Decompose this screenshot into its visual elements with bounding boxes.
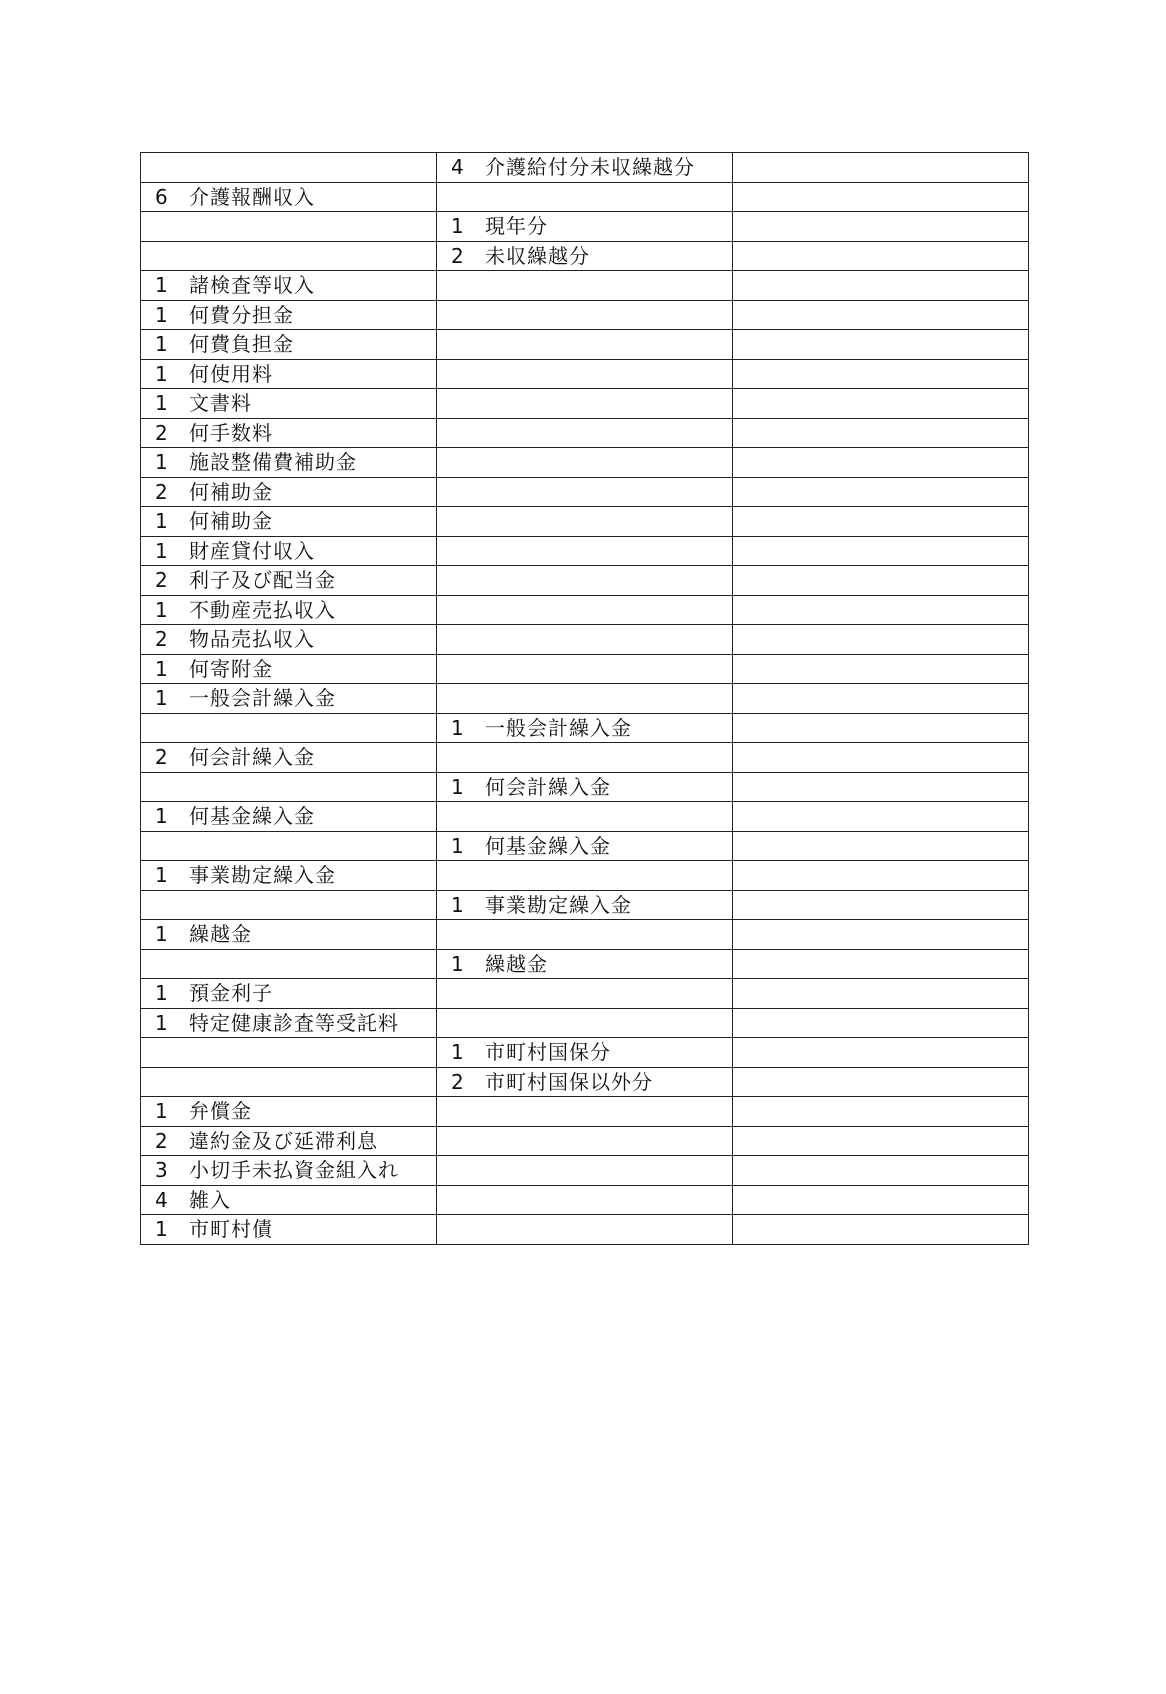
table-body xyxy=(141,153,1029,1245)
table-row xyxy=(141,890,1029,920)
table-row xyxy=(141,949,1029,979)
item-label: 現年分 xyxy=(485,214,548,239)
item-number: 1 xyxy=(155,656,168,681)
table-row xyxy=(141,153,1029,183)
item-cell xyxy=(141,890,437,920)
item-number: 1 xyxy=(451,1040,464,1065)
empty-cell xyxy=(733,861,1029,891)
empty-cell xyxy=(733,772,1029,802)
item-cell xyxy=(141,743,437,773)
empty-cell xyxy=(733,330,1029,360)
item-label: 何基金繰入金 xyxy=(485,833,611,858)
item-cell xyxy=(141,1185,437,1215)
item-number: 2 xyxy=(155,745,168,770)
table-row xyxy=(141,1038,1029,1068)
empty-cell xyxy=(733,1215,1029,1245)
item-number: 2 xyxy=(451,1069,464,1094)
item-label: 一般会計繰入金 xyxy=(189,686,336,711)
table-row xyxy=(141,359,1029,389)
item-label: 介護給付分未収繰越分 xyxy=(485,155,695,180)
item-label: 一般会計繰入金 xyxy=(485,715,632,740)
empty-cell xyxy=(733,1067,1029,1097)
table-row xyxy=(141,625,1029,655)
item-number: 1 xyxy=(155,597,168,622)
subitem-cell xyxy=(437,595,733,625)
subitem-cell xyxy=(437,861,733,891)
subitem-cell xyxy=(437,684,733,714)
item-label: 何手数料 xyxy=(189,420,273,445)
item-cell xyxy=(141,684,437,714)
empty-cell xyxy=(733,566,1029,596)
item-number: 1 xyxy=(155,302,168,327)
item-label: 繰越金 xyxy=(189,922,252,947)
subitem-cell xyxy=(437,802,733,832)
item-cell xyxy=(141,1156,437,1186)
item-number: 1 xyxy=(155,391,168,416)
table-row xyxy=(141,507,1029,537)
item-cell xyxy=(141,153,437,183)
item-number: 4 xyxy=(451,155,464,180)
item-label: 何基金繰入金 xyxy=(189,804,315,829)
empty-cell xyxy=(733,654,1029,684)
subitem-cell xyxy=(437,566,733,596)
item-label: 不動産売払収入 xyxy=(189,597,336,622)
empty-cell xyxy=(733,507,1029,537)
table-row xyxy=(141,389,1029,419)
subitem-cell xyxy=(437,477,733,507)
item-label: 違約金及び延滞利息 xyxy=(189,1128,378,1153)
empty-cell xyxy=(733,713,1029,743)
item-number: 1 xyxy=(451,833,464,858)
table-row xyxy=(141,920,1029,950)
subitem-cell xyxy=(437,271,733,301)
item-number: 1 xyxy=(155,804,168,829)
table-row xyxy=(141,418,1029,448)
item-number: 2 xyxy=(155,420,168,445)
item-cell xyxy=(141,654,437,684)
empty-cell xyxy=(733,949,1029,979)
table-row xyxy=(141,1215,1029,1245)
empty-cell xyxy=(733,389,1029,419)
subitem-cell xyxy=(437,1097,733,1127)
item-label: 介護報酬収入 xyxy=(189,184,315,209)
item-cell xyxy=(141,300,437,330)
table-row xyxy=(141,1156,1029,1186)
empty-cell xyxy=(733,477,1029,507)
table-row xyxy=(141,861,1029,891)
item-number: 2 xyxy=(155,1128,168,1153)
item-label: 諸検査等収入 xyxy=(189,273,315,298)
empty-cell xyxy=(733,890,1029,920)
item-label: 市町村国保以外分 xyxy=(485,1069,653,1094)
table-row xyxy=(141,477,1029,507)
empty-cell xyxy=(733,418,1029,448)
item-cell xyxy=(141,507,437,537)
item-label: 市町村国保分 xyxy=(485,1040,611,1065)
item-cell xyxy=(141,536,437,566)
empty-cell xyxy=(733,448,1029,478)
item-label: 何会計繰入金 xyxy=(189,745,315,770)
item-cell xyxy=(141,595,437,625)
table-row xyxy=(141,330,1029,360)
item-cell xyxy=(141,1215,437,1245)
empty-cell xyxy=(733,153,1029,183)
item-number: 1 xyxy=(155,361,168,386)
empty-cell xyxy=(733,595,1029,625)
item-cell xyxy=(141,330,437,360)
item-number: 1 xyxy=(155,273,168,298)
item-number: 1 xyxy=(155,450,168,475)
table-row xyxy=(141,448,1029,478)
item-label: 施設整備費補助金 xyxy=(189,450,357,475)
item-cell xyxy=(141,1008,437,1038)
subitem-cell xyxy=(437,1156,733,1186)
subitem-cell xyxy=(437,654,733,684)
subitem-cell xyxy=(437,1038,733,1068)
table-row xyxy=(141,1185,1029,1215)
item-label: 未収繰越分 xyxy=(485,243,590,268)
empty-cell xyxy=(733,920,1029,950)
table-row xyxy=(141,654,1029,684)
item-cell xyxy=(141,949,437,979)
item-number: 1 xyxy=(155,863,168,888)
item-cell xyxy=(141,772,437,802)
subitem-cell xyxy=(437,1215,733,1245)
item-label: 預金利子 xyxy=(189,981,273,1006)
table-row xyxy=(141,1067,1029,1097)
item-cell xyxy=(141,418,437,448)
subitem-cell xyxy=(437,182,733,212)
item-cell xyxy=(141,802,437,832)
empty-cell xyxy=(733,1126,1029,1156)
item-cell xyxy=(141,920,437,950)
item-number: 4 xyxy=(155,1187,168,1212)
item-cell xyxy=(141,212,437,242)
subitem-cell xyxy=(437,1008,733,1038)
table-row xyxy=(141,241,1029,271)
item-label: 利子及び配当金 xyxy=(189,568,336,593)
table-row xyxy=(141,1126,1029,1156)
empty-cell xyxy=(733,1038,1029,1068)
table-row xyxy=(141,536,1029,566)
subitem-cell xyxy=(437,625,733,655)
item-number: 1 xyxy=(155,538,168,563)
item-cell xyxy=(141,713,437,743)
subitem-cell xyxy=(437,831,733,861)
table-row xyxy=(141,566,1029,596)
empty-cell xyxy=(733,802,1029,832)
item-cell xyxy=(141,831,437,861)
item-number: 3 xyxy=(155,1158,168,1183)
item-number: 1 xyxy=(155,1099,168,1124)
item-number: 1 xyxy=(155,509,168,534)
item-cell xyxy=(141,241,437,271)
item-cell xyxy=(141,389,437,419)
item-number: 1 xyxy=(451,774,464,799)
subitem-cell xyxy=(437,1126,733,1156)
empty-cell xyxy=(733,979,1029,1009)
subitem-cell xyxy=(437,448,733,478)
item-label: 何寄附金 xyxy=(189,656,273,681)
item-number: 2 xyxy=(155,627,168,652)
empty-cell xyxy=(733,684,1029,714)
subitem-cell xyxy=(437,1185,733,1215)
item-label: 繰越金 xyxy=(485,951,548,976)
table-row xyxy=(141,1097,1029,1127)
table-row xyxy=(141,743,1029,773)
empty-cell xyxy=(733,241,1029,271)
subitem-cell xyxy=(437,713,733,743)
item-label: 何会計繰入金 xyxy=(485,774,611,799)
item-label: 事業勘定繰入金 xyxy=(485,892,632,917)
empty-cell xyxy=(733,182,1029,212)
item-label: 文書料 xyxy=(189,391,252,416)
item-cell xyxy=(141,359,437,389)
item-number: 1 xyxy=(451,715,464,740)
table-row xyxy=(141,182,1029,212)
subitem-cell xyxy=(437,153,733,183)
item-number: 2 xyxy=(451,243,464,268)
item-label: 何費分担金 xyxy=(189,302,294,327)
item-label: 財産貸付収入 xyxy=(189,538,315,563)
budget-item-table xyxy=(140,152,1029,1245)
table-row xyxy=(141,212,1029,242)
subitem-cell xyxy=(437,536,733,566)
empty-cell xyxy=(733,300,1029,330)
subitem-cell xyxy=(437,330,733,360)
item-cell xyxy=(141,625,437,655)
item-label: 市町村債 xyxy=(189,1217,273,1242)
empty-cell xyxy=(733,1097,1029,1127)
item-cell xyxy=(141,271,437,301)
item-cell xyxy=(141,477,437,507)
subitem-cell xyxy=(437,772,733,802)
item-number: 6 xyxy=(155,184,168,209)
table-row xyxy=(141,979,1029,1009)
table-row xyxy=(141,1008,1029,1038)
subitem-cell xyxy=(437,212,733,242)
empty-cell xyxy=(733,743,1029,773)
subitem-cell xyxy=(437,743,733,773)
subitem-cell xyxy=(437,920,733,950)
subitem-cell xyxy=(437,418,733,448)
item-cell xyxy=(141,1067,437,1097)
item-number: 1 xyxy=(451,214,464,239)
item-number: 2 xyxy=(155,479,168,504)
item-label: 何費負担金 xyxy=(189,332,294,357)
table-row xyxy=(141,772,1029,802)
item-number: 2 xyxy=(155,568,168,593)
empty-cell xyxy=(733,1156,1029,1186)
item-cell xyxy=(141,1038,437,1068)
item-label: 弁償金 xyxy=(189,1099,252,1124)
empty-cell xyxy=(733,625,1029,655)
subitem-cell xyxy=(437,979,733,1009)
subitem-cell xyxy=(437,507,733,537)
item-label: 小切手未払資金組入れ xyxy=(189,1158,399,1183)
table-row xyxy=(141,684,1029,714)
item-number: 1 xyxy=(155,332,168,357)
subitem-cell xyxy=(437,359,733,389)
item-label: 雑入 xyxy=(189,1187,231,1212)
empty-cell xyxy=(733,536,1029,566)
item-cell xyxy=(141,1126,437,1156)
table-row xyxy=(141,713,1029,743)
item-number: 1 xyxy=(451,951,464,976)
item-number: 1 xyxy=(155,922,168,947)
subitem-cell xyxy=(437,1067,733,1097)
subitem-cell xyxy=(437,389,733,419)
subitem-cell xyxy=(437,949,733,979)
subitem-cell xyxy=(437,241,733,271)
item-label: 事業勘定繰入金 xyxy=(189,863,336,888)
item-number: 1 xyxy=(451,892,464,917)
item-cell xyxy=(141,1097,437,1127)
item-number: 1 xyxy=(155,1010,168,1035)
empty-cell xyxy=(733,271,1029,301)
item-cell xyxy=(141,861,437,891)
empty-cell xyxy=(733,212,1029,242)
table-row xyxy=(141,802,1029,832)
item-cell xyxy=(141,448,437,478)
item-label: 何補助金 xyxy=(189,509,273,534)
empty-cell xyxy=(733,1185,1029,1215)
item-label: 何補助金 xyxy=(189,479,273,504)
item-label: 特定健康診査等受託料 xyxy=(189,1010,399,1035)
item-cell xyxy=(141,566,437,596)
item-number: 1 xyxy=(155,981,168,1006)
item-cell xyxy=(141,182,437,212)
empty-cell xyxy=(733,831,1029,861)
item-cell xyxy=(141,979,437,1009)
table-row xyxy=(141,300,1029,330)
table-row xyxy=(141,271,1029,301)
empty-cell xyxy=(733,1008,1029,1038)
item-number: 1 xyxy=(155,686,168,711)
subitem-cell xyxy=(437,890,733,920)
table-row xyxy=(141,595,1029,625)
item-label: 何使用料 xyxy=(189,361,273,386)
subitem-cell xyxy=(437,300,733,330)
empty-cell xyxy=(733,359,1029,389)
table-row xyxy=(141,831,1029,861)
item-label: 物品売払収入 xyxy=(189,627,315,652)
item-number: 1 xyxy=(155,1217,168,1242)
